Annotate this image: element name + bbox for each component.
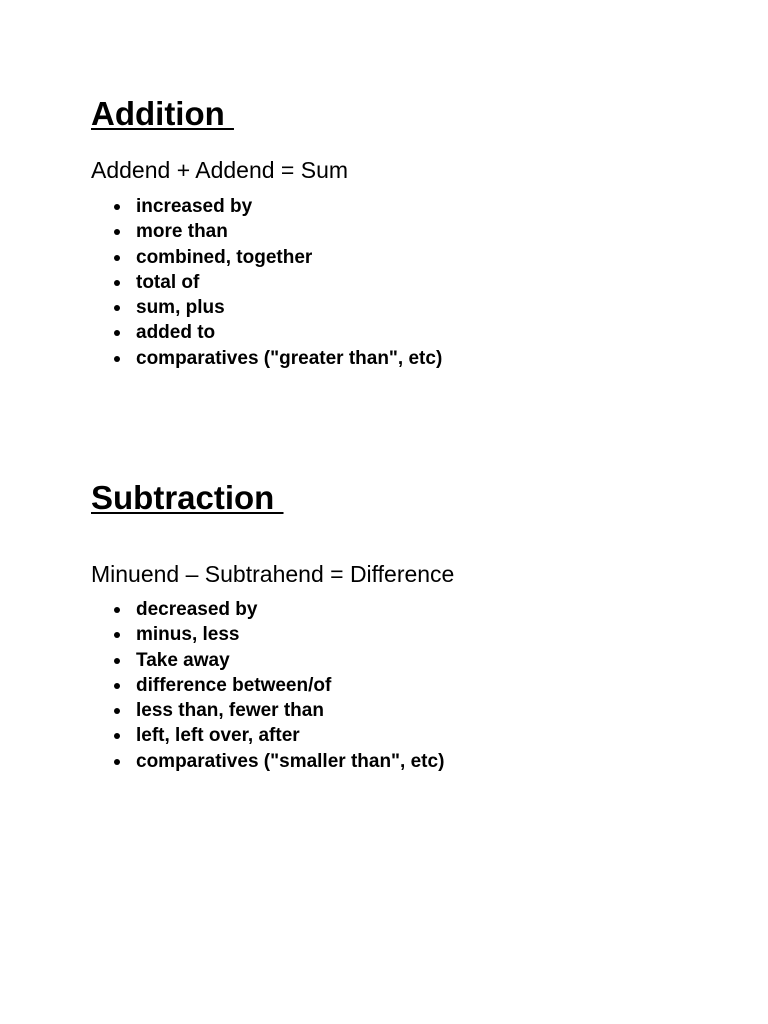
bullet-icon — [114, 229, 120, 235]
list-item — [91, 194, 731, 219]
bullet-icon — [114, 255, 120, 261]
subtraction-heading: Subtraction — [91, 479, 284, 516]
bullet-icon — [114, 204, 120, 210]
term-text: sum, plus — [136, 297, 225, 319]
addition-terms-list — [91, 194, 731, 371]
list-item — [91, 245, 731, 270]
term-text: combined, together — [136, 246, 313, 268]
list-item — [91, 673, 731, 698]
list-item — [91, 723, 731, 748]
list-item — [91, 622, 731, 647]
bullet-icon — [114, 305, 120, 311]
term-text: less than, fewer than — [136, 700, 324, 722]
list-item — [91, 597, 731, 622]
term-text: comparatives ("smaller than", etc) — [136, 750, 445, 772]
bullet-icon — [114, 280, 120, 286]
term-text: total of — [136, 271, 200, 293]
term-text: decreased by — [136, 599, 258, 620]
subtraction-section — [91, 478, 731, 774]
bullet-icon — [114, 708, 120, 714]
bullet-icon — [114, 330, 120, 336]
term-text: Take away — [136, 649, 230, 671]
addition-formula: Addend + Addend = Sum — [91, 157, 349, 183]
bullet-icon — [114, 356, 120, 362]
term-text: comparatives ("greater than", etc) — [136, 347, 443, 369]
term-text: increased by — [136, 196, 253, 217]
term-text: left, left over, after — [136, 725, 300, 747]
term-text: more than — [136, 221, 228, 243]
bullet-icon — [114, 683, 120, 689]
bullet-icon — [114, 759, 120, 765]
list-item — [91, 320, 731, 345]
addition-section — [91, 94, 731, 371]
term-text: added to — [136, 322, 216, 344]
list-item — [91, 648, 731, 673]
list-item — [91, 295, 731, 320]
list-item — [91, 698, 731, 723]
subtraction-terms-list — [91, 597, 731, 774]
term-text: difference between/of — [136, 674, 332, 696]
addition-heading: Addition — [91, 95, 234, 132]
list-item — [91, 219, 731, 244]
subtraction-formula: Minuend – Subtrahend = Difference — [91, 561, 455, 587]
bullet-icon — [114, 607, 120, 613]
list-item — [91, 270, 731, 295]
bullet-icon — [114, 658, 120, 664]
list-item — [91, 749, 731, 774]
term-text: minus, less — [136, 624, 240, 646]
list-item — [91, 346, 731, 371]
bullet-icon — [114, 632, 120, 638]
bullet-icon — [114, 733, 120, 739]
